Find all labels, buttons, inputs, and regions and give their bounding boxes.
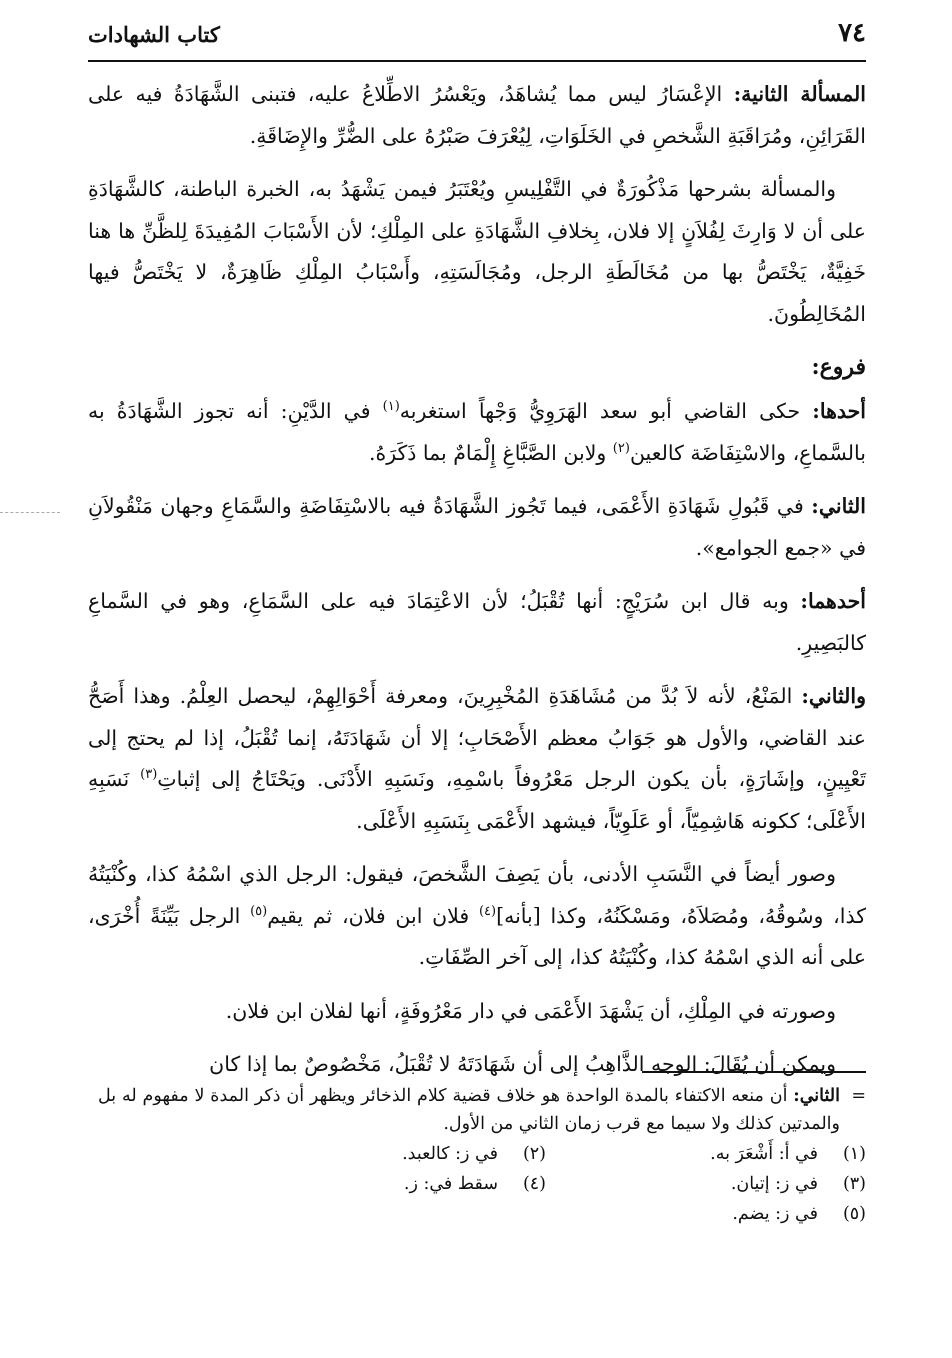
footnote-row: [98, 1140, 866, 1168]
paragraph-text: نَسَبِهِ الأَعْلَى؛ ككونه هَاشِمِيّاً، أو عَلَوِيّاً، فيشهد الأَعْمَى بِنَسَبِهِ الأَعْلَى.: [88, 767, 866, 833]
paragraph-text: ويمكن أن يُقَالَ: الوجه الذَّاهِبُ إلى أن شَهَادَتَهُ لا تُقْبَلُ، مَخْصُوصٌ بما إذا كان: [209, 1052, 836, 1076]
paragraph-lead: أحدها:: [812, 399, 867, 423]
paragraph-text: وصور أيضاً في النَّسَبِ الأدنى، بأن يَصِفَ الشَّخصَ، فيقول: الرجل الذي اسْمُهُ كذا، وكُنْيَتُهُ كذا، وسُوقُهُ، ومُصَلاَهُ، ومَسْكَنُهُ، وكذا [بأنه]: [88, 862, 866, 928]
paragraph-second-branch: [88, 486, 866, 569]
paragraph-lead: أحدهما:: [800, 589, 866, 613]
footnote-number: (٥): [842, 1204, 866, 1224]
paragraph-lead: والثاني:: [801, 684, 866, 708]
running-title: كتاب الشهادات: [88, 22, 220, 47]
page-header: [88, 14, 866, 56]
paragraph-text: وصورته في المِلْكِ، أن يَشْهَدَ الأَعْمَى في دار مَعْرُوفَةٍ، أنها لفلان ابن فلان.: [225, 998, 836, 1023]
paragraph-text: في قَبُولِ شَهَادَةِ الأَعْمَى، فيما تَجُوز الشَّهَادَةُ فيه بالاسْتِفَاضَةِ والسَّمَاعِ وجهان مَنْقُولاَنِ في «جمع الجوامع».: [88, 494, 866, 560]
section-heading-furu: فروع:: [811, 354, 866, 380]
footnote-2: [226, 1140, 546, 1168]
footnote-continuation: [98, 1082, 866, 1138]
header-rule: [88, 60, 866, 62]
scan-artifact: [0, 512, 60, 513]
footnote-lead: الثاني:: [793, 1086, 840, 1106]
paragraph-text: حكى القاضي أبو سعد الهَرَوِيُّ وَجْهاً استغربه: [399, 399, 813, 423]
paragraph-first-branch: [88, 391, 866, 474]
paragraph-text: الإعْسَارُ ليس مما يُشاهَدُ، ويَعْسُرُ الاطِّلاعُ عليه، فتبنى الشَّهَادَةُ فيه على القَرَائِنِ، ومُرَاقَبَةِ الشَّخصِ في الخَلَوَاتِ، لِيُعْرَفَ صَبْرُهُ على الضُّرِّ والإِضَاقَةِ.: [88, 82, 866, 148]
footnote-ref-5[interactable]: (٥): [250, 903, 268, 919]
footnote-number: (٢): [522, 1144, 546, 1164]
paragraph-second-view: [88, 676, 866, 842]
paragraph-text: فلان ابن فلان، ثم يقيم: [267, 903, 479, 928]
footnote-text: أن منعه الاكتفاء بالمدة الواحدة هو خلاف قضية كلام الذخائر ويظهر أن ذكر المدة لا مفهوم له بل والمدتين كذلك ولا سيما مع قرب زمان الثاني من الأول.: [98, 1086, 840, 1134]
paragraph-lead: المسألة الثانية:: [733, 82, 866, 106]
footnote-ref-1[interactable]: (١): [382, 399, 400, 415]
paragraph-text: المَنْعُ، لأنه لاَ بُدَّ من مُشَاهَدَةِ المُخْبِرِينَ، ومعرفة أَحْوَالِهِمْ، ليحصل العِلْمُ. وهذا أَصَحُّ عند القاضي، والأول هو جَوَابُ معظم الأَصْحَابِ؛ إلا أن شَهَادَتَهُ، إنما تُقْبَلُ، إذا لم يحتج إلى تَعْيِينٍ، وإشَارَةٍ، بأن يكون الرجل مَعْرُوفاً باسْمِهِ، ونَسَبِهِ الأَدْنَى. ويَحْتَاجُ إلى إثباتِ: [88, 684, 866, 791]
footnote-text: في ز: يضم.: [732, 1204, 818, 1224]
continuation-marker: =: [851, 1086, 866, 1106]
footnote-separator: [642, 1071, 866, 1073]
paragraph-first-view: [88, 581, 866, 664]
footnote-text: في ز: كالعبد.: [402, 1144, 498, 1164]
page-number: ٧٤: [838, 18, 866, 48]
paragraph-text: والمسألة بشرحها مَذْكُورَةٌ في التَّفْلِيسِ ويُعْتَبَرُ فيمن يَشْهَدُ به، الخبرة الباطنة، كالشَّهَادَةِ على أن لا وَارِثَ لِفُلاَنٍ إلا فلان، بِخلافِ الشَّهَادَةِ على المِلْكِ؛ لأن الأَسْبَابَ المُفِيدَةَ لِلظَّنِّ ها هنا خَفِيَّةٌ، يَخْتَصُّ بها من مُخَالَطَةِ الرجل، ومُجَالَسَتِهِ، وأَسْبَابُ المِلْكِ ظَاهِرَةٌ، لا يَخْتَصُّ فيها المُخَالِطُونَ.: [88, 177, 866, 326]
footnote-4: [226, 1170, 546, 1198]
footnote-5: [546, 1200, 866, 1228]
paragraph-continuation: [88, 1044, 866, 1086]
paragraph-lineage-description: [88, 854, 866, 979]
footnote-number: (٣): [842, 1174, 866, 1194]
paragraph-text: ولابن الصَّبَّاغِ إِلْمَامٌ بما ذَكَرَهُ.: [368, 440, 613, 465]
paragraph-text: الرجل بَيِّنَةً أُخْرَى، على أنه الذي اسْمُهُ كذا، وكُنْيَتُهُ كذا، إلى آخر الصِّفَاتِ.: [88, 903, 866, 969]
paragraph-text: في الدَّيْنِ: أنه تجوز الشَّهَادَةُ به بالسَّماعِ، والاسْتِفَاضَة كالعين: [88, 399, 866, 465]
paragraph-ownership: [88, 991, 866, 1033]
footnote-text: في ز: إتيان.: [730, 1174, 818, 1194]
main-text: [88, 74, 866, 1098]
paragraph-second-issue: [88, 74, 866, 157]
footnote-number: (١): [842, 1144, 866, 1164]
footnote-number: (٤): [522, 1174, 546, 1194]
footnote-text: سقط في: ز.: [403, 1174, 498, 1194]
footnote-row: [98, 1170, 866, 1198]
footnote-1: [546, 1140, 866, 1168]
footnote-ref-2[interactable]: (٢): [612, 440, 630, 456]
footnotes: [98, 1082, 866, 1228]
paragraph-text: وبه قال ابن سُرَيْجٍ: أنها تُقْبَلُ؛ لأن الاعْتِمَادَ فيه على السَّمَاعِ، وهو في السَّماعِ كالبَصِيرِ.: [88, 589, 866, 655]
footnote-text: في أ: أَشْعَرَ به.: [710, 1144, 818, 1164]
footnote-ref-4[interactable]: (٤): [478, 903, 497, 919]
footnote-ref-3[interactable]: (٣): [140, 767, 158, 783]
paragraph-lead: الثاني:: [811, 494, 866, 518]
footnote-3: [546, 1170, 866, 1198]
footnote-row: [98, 1200, 866, 1228]
paragraph-issue-explanation: [88, 169, 866, 335]
